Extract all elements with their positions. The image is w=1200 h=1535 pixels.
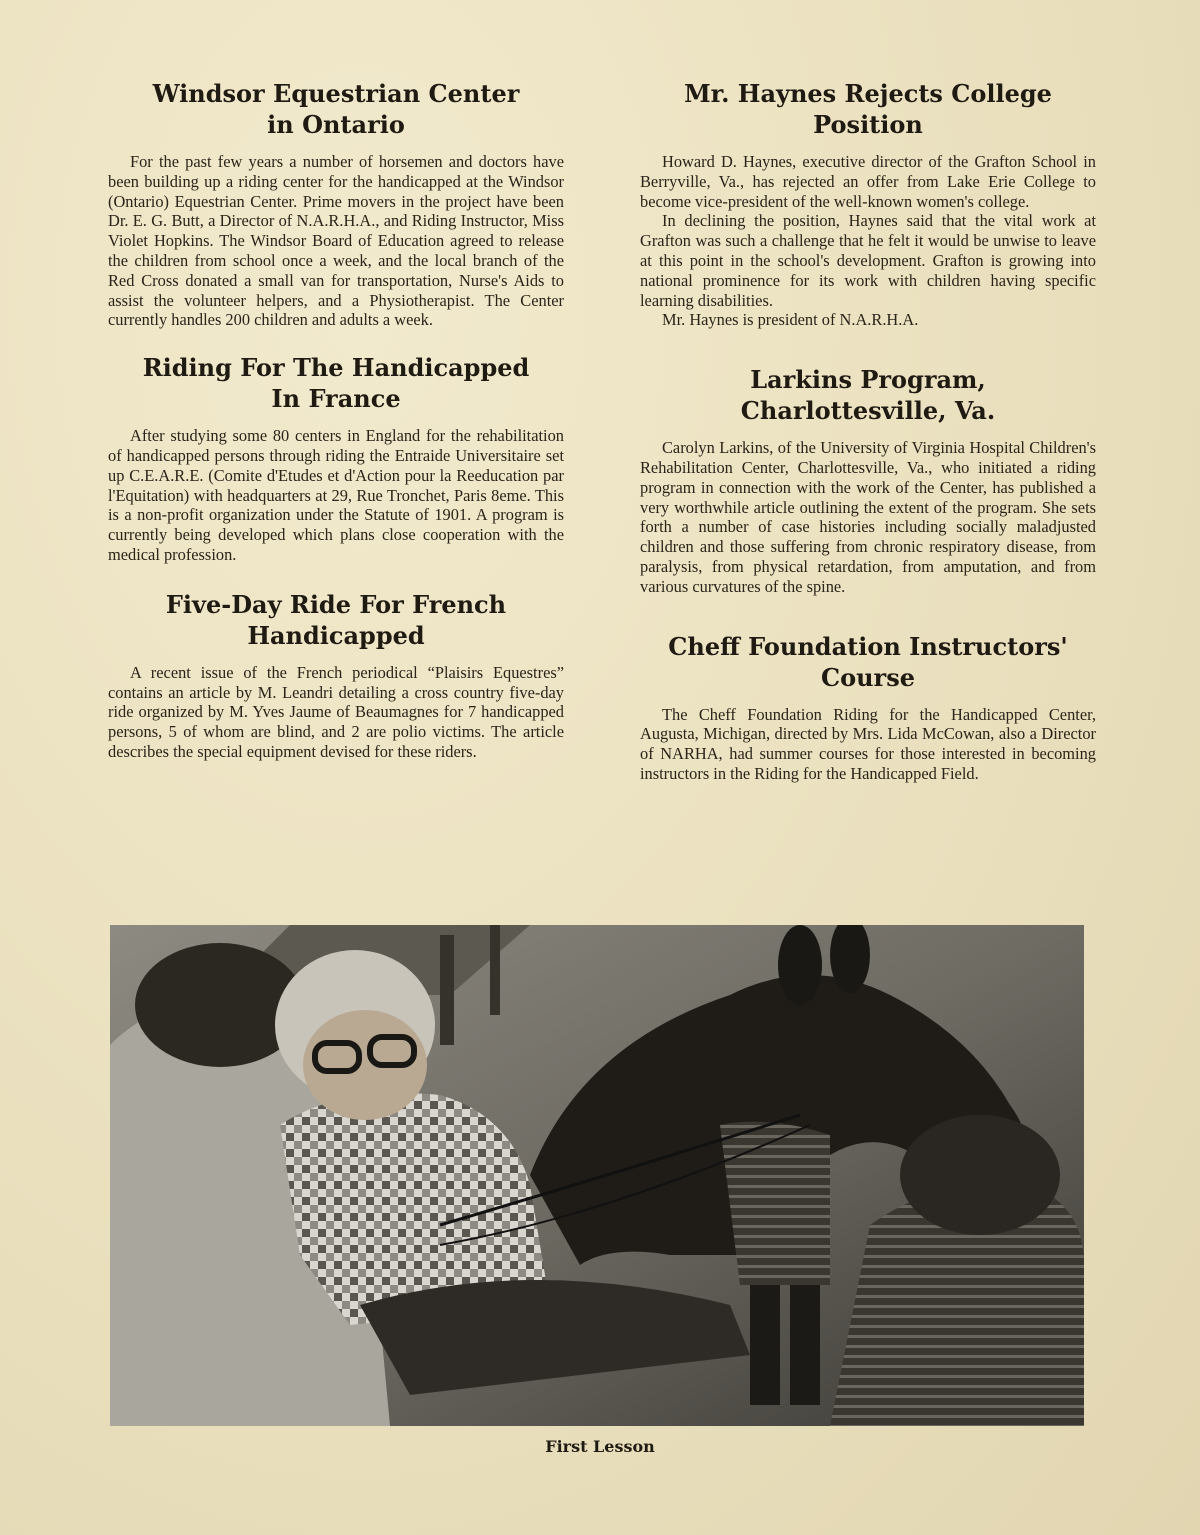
left-column <box>108 78 564 762</box>
article-title: Cheff Foundation Instructors' Course <box>668 631 1068 692</box>
article-five-day-ride <box>108 589 564 762</box>
article-windsor <box>108 78 564 330</box>
article-paragraph: After studying some 80 centers in England for the rehabilitation of handicapped persons through riding the Entraide Universitaire set up C.E.A.R.E. (Comite d'Etudes et d'Action pour la Reeducation par l'Equitation) with headquarters at 29, Rue Tronchet, Paris 8eme. This is a non-profit organization under the Statute of 1901. A program is currently being developed which plans close cooperation with the medical profession. <box>108 426 564 564</box>
right-column <box>640 78 1096 784</box>
article-title: Windsor Equestrian Center in Ontario <box>152 79 520 139</box>
article-larkins <box>640 364 1096 596</box>
article-paragraph: A recent issue of the French periodical “Plaisirs Equestres” contains an article by M. Leandri detailing a cross country five-day ride organized by M. Yves Jaume of Beaumagnes for 7 handicapped persons, 5 of whom are blind, and 2 are polio victims. The article describes the special equipment devised for these riders. <box>108 662 564 761</box>
article-title: Five-Day Ride For French Handicapped <box>165 589 507 650</box>
photo-caption: First Lesson <box>545 1437 655 1456</box>
article-paragraph: Howard D. Haynes, executive director of the Grafton School in Berryville, Va., has rejected an offer from Lake Erie College to become vice-president of the well-known women's college. <box>640 152 1096 211</box>
article-cheff <box>640 631 1096 784</box>
article-title: Mr. Haynes Rejects College Position <box>684 79 1052 139</box>
article-haynes <box>640 78 1096 330</box>
article-paragraph: For the past few years a number of horsemen and doctors have been building up a riding center for the handicapped at the Windsor (Ontario) Equestrian Center. Prime movers in the project have been Dr. E. G. Butt, a Director of N.A.R.H.A., and Riding Instructor, Miss Violet Hopkins. The Windsor Board of Education agreed to release the children from school once a week, and the local branch of the Red Cross donated a small van for transportation, Nurse's Aids to assist the volunteer helpers, and a Physiotherapist. The Center currently handles 200 children and adults a week. <box>108 152 564 330</box>
article-france <box>108 352 564 565</box>
article-paragraph: Mr. Haynes is president of N.A.R.H.A. <box>662 310 919 330</box>
article-paragraph: Carolyn Larkins, of the University of Virginia Hospital Children's Rehabilitation Center, Charlottesville, Va., who initiated a riding program in connection with the work of the Center, has published a very worthwhile article outlining the extent of the program. She sets forth a number of case histories including socially maladjusted children and those suffering from chronic respiratory disease, from paralysis, from physical retardation, from amputation, and from various curvatures of the spine. <box>640 438 1096 596</box>
article-title: Riding For The Handicapped In France <box>142 353 530 414</box>
article-paragraph: The Cheff Foundation Riding for the Handicapped Center, Augusta, Michigan, directed by Mrs. Lida McCowan, also a Director of NARHA, had summer courses for those interested in becoming instructors in the Riding for the Handicapped Field. <box>640 704 1096 783</box>
article-title: Larkins Program, Charlottesville, Va. <box>740 365 996 426</box>
first-lesson-photo <box>110 925 1084 1426</box>
article-paragraph: In declining the position, Haynes said that the vital work at Grafton was such a challenge that he felt it would be unwise to leave at this point in the school's development. Grafton is growing into national prominence for its work with children having specific learning disabilities. <box>640 211 1096 310</box>
